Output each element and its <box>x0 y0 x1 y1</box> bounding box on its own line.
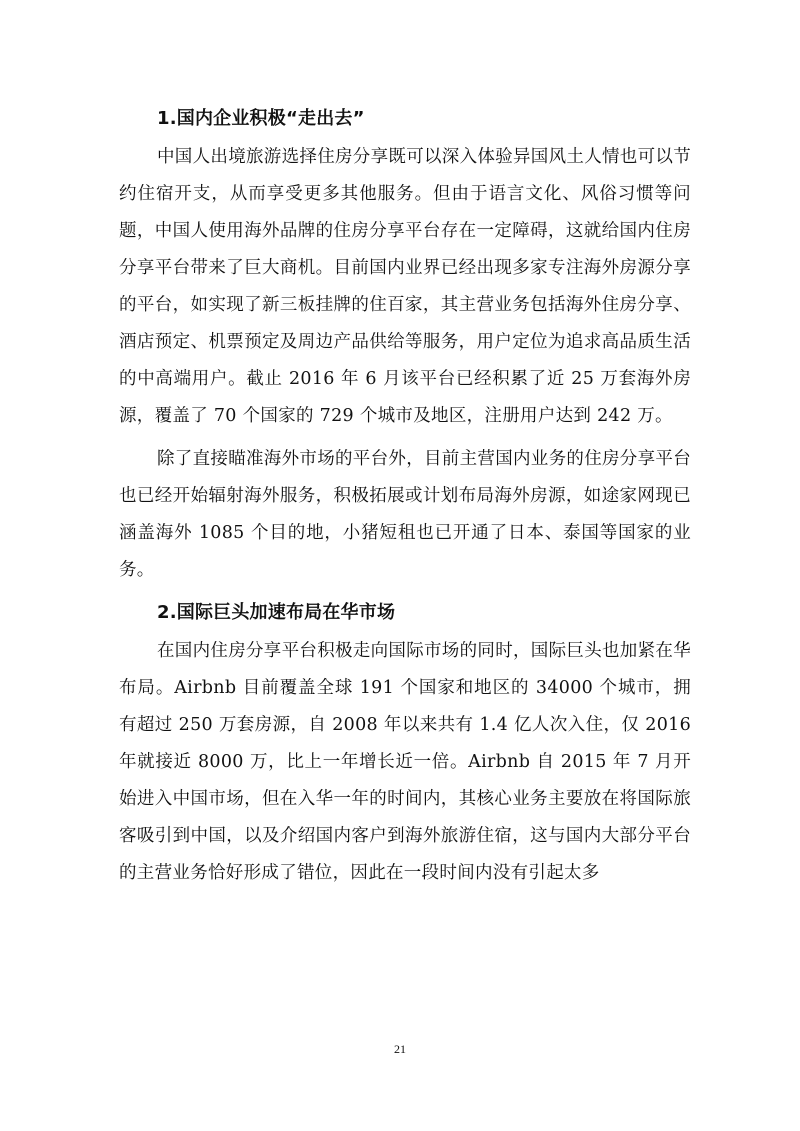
page-number: 21 <box>394 1042 406 1056</box>
section-2-paragraph-1: 在国内住房分享平台积极走向国际市场的同时，国际巨头也加紧在华布局。Airbnb 目前覆盖全球 191 个国家和地区的 34000 个城市，拥有超过 250 万套房源，自 2008 年以来共有 1.4 亿人次入住，仅 2016 年就接近 8000 万，比上一年增长近一倍。Airbnb 自 2015 年 7 月开始进入中国市场，但在入华一年的时间内，其核心业务主要放在将国际旅客吸引到中国，以及介绍国内客户到海外旅游住宿，这与国内大部分平台的主营业务恰好形成了错位，因此在一段时间内没有引起太多 <box>119 641 691 883</box>
section-heading-1: 1.国内企业积极“走出去” <box>157 108 365 129</box>
section-1-paragraph-1: 中国人出境旅游选择住房分享既可以深入体验异国风土人情也可以节约住宿开支，从而享受更多其他服务。但由于语言文化、风俗习惯等问题，中国人使用海外品牌的住房分享平台存在一定障碍，这就给国内住房分享平台带来了巨大商机。目前国内业界已经出现多家专注海外房源分享的平台，如实现了新三板挂牌的住百家，其主营业务包括海外住房分享、酒店预定、机票预定及周边产品供给等服务，用户定位为追求高品质生活的中高端用户。截止 2016 年 6 月该平台已经积累了近 25 万套海外房源，覆盖了 70 个国家的 729 个城市及地区，注册用户达到 242 万。 <box>119 147 691 426</box>
section-heading-2: 2.国际巨头加速布局在华市场 <box>157 602 396 623</box>
page-content <box>119 101 691 892</box>
section-1-paragraph-2: 除了直接瞄准海外市场的平台外，目前主营国内业务的住房分享平台也已经开始辐射海外服务，积极拓展或计划布局海外房源，如途家网现已涵盖海外 1085 个目的地，小猪短租也已开通了日本、泰国等国家的业务。 <box>119 449 691 580</box>
